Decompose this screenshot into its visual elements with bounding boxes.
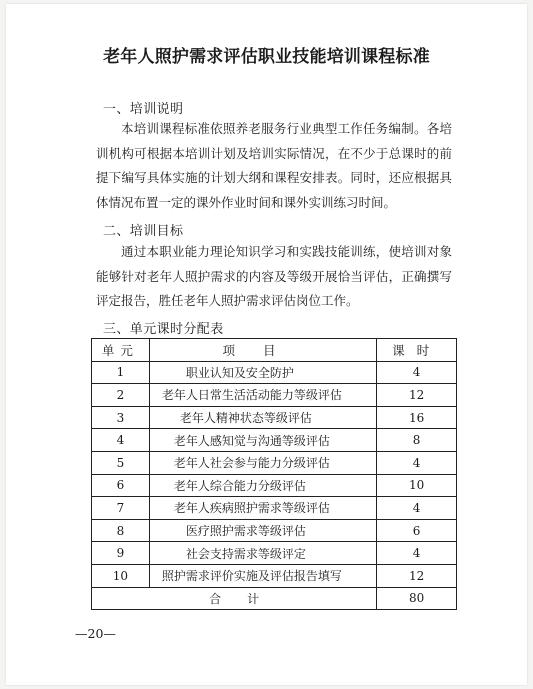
cell-hours: 10	[377, 474, 457, 497]
page-number: —20—	[75, 626, 116, 641]
table-row	[92, 542, 457, 565]
paragraph-training-description	[96, 117, 452, 215]
cell-item: 职业认知及安全防护	[149, 361, 376, 384]
cell-hours: 8	[377, 429, 457, 452]
cell-item: 医疗照护需求等级评估	[149, 519, 376, 542]
table-row	[92, 519, 457, 542]
cell-hours: 4	[377, 361, 457, 384]
cell-hours: 16	[377, 406, 457, 429]
paragraph-line: 体情况布置一定的课外作业时间和课外实训练习时间。	[96, 194, 397, 210]
paragraph-line: 能够针对老年人照护需求的内容及等级开展恰当评估，正确撰写	[96, 268, 452, 284]
paragraph-training-goals	[96, 240, 452, 314]
cell-item: 老年人疾病照护需求等级评估	[149, 497, 376, 520]
cell-hours: 4	[377, 542, 457, 565]
header-unit: 单元	[92, 339, 150, 362]
table-row	[92, 564, 457, 587]
total-label: 合计	[92, 587, 377, 610]
section-heading-training-description: 一、培训说明	[103, 102, 184, 117]
table-row	[92, 451, 457, 474]
cell-hours: 12	[377, 384, 457, 407]
table-total-row	[92, 587, 457, 610]
document-title: 老年人照护需求评估职业技能培训课程标准	[103, 47, 430, 67]
table-row	[92, 497, 457, 520]
cell-item: 老年人综合能力分级评估	[149, 474, 376, 497]
paragraph-line: 本培训课程标准依照养老服务行业典型工作任务编制。各培	[121, 121, 452, 136]
table-row	[92, 474, 457, 497]
cell-item: 老年人社会参与能力分级评估	[149, 451, 376, 474]
cell-unit: 4	[92, 429, 150, 452]
table-row	[92, 384, 457, 407]
cell-unit: 5	[92, 451, 150, 474]
paragraph-line: 训机构可根据本培训计划及培训实际情况，在不少于总课时的前	[96, 145, 452, 161]
cell-item: 老年人感知觉与沟通等级评估	[149, 429, 376, 452]
cell-hours: 12	[377, 564, 457, 587]
cell-unit: 9	[92, 542, 150, 565]
cell-unit: 3	[92, 406, 150, 429]
section-heading-training-goals: 二、培训目标	[103, 224, 184, 239]
cell-hours: 4	[377, 451, 457, 474]
cell-unit: 6	[92, 474, 150, 497]
cell-item: 老年人日常生活活动能力等级评估	[149, 384, 376, 407]
cell-unit: 7	[92, 497, 150, 520]
table-row	[92, 406, 457, 429]
cell-item: 照护需求评价实施及评估报告填写	[149, 564, 376, 587]
document-page	[6, 4, 527, 685]
table-header-row	[92, 339, 457, 362]
cell-unit: 8	[92, 519, 150, 542]
paragraph-line: 提下编写具体实施的计划大纲和课程安排表。同时，还应根据具	[96, 170, 452, 185]
table-row	[92, 429, 457, 452]
cell-item: 老年人精神状态等级评估	[149, 406, 376, 429]
unit-hours-table	[91, 338, 457, 610]
table-row	[92, 361, 457, 384]
paragraph-line: 通过本职业能力理论知识学习和实践技能训练，使培训对象	[121, 244, 452, 259]
header-item: 项目	[149, 339, 376, 362]
cell-unit: 2	[92, 384, 150, 407]
section-heading-unit-hours: 三、单元课时分配表	[103, 322, 224, 337]
cell-item: 社会支持需求等级评定	[149, 542, 376, 565]
paragraph-line: 评定报告，胜任老年人照护需求评估岗位工作。	[96, 293, 359, 308]
cell-unit: 10	[92, 564, 150, 587]
cell-hours: 4	[377, 497, 457, 520]
total-hours: 80	[377, 587, 457, 610]
cell-unit: 1	[92, 361, 150, 384]
header-hours: 课时	[377, 339, 457, 362]
cell-hours: 6	[377, 519, 457, 542]
